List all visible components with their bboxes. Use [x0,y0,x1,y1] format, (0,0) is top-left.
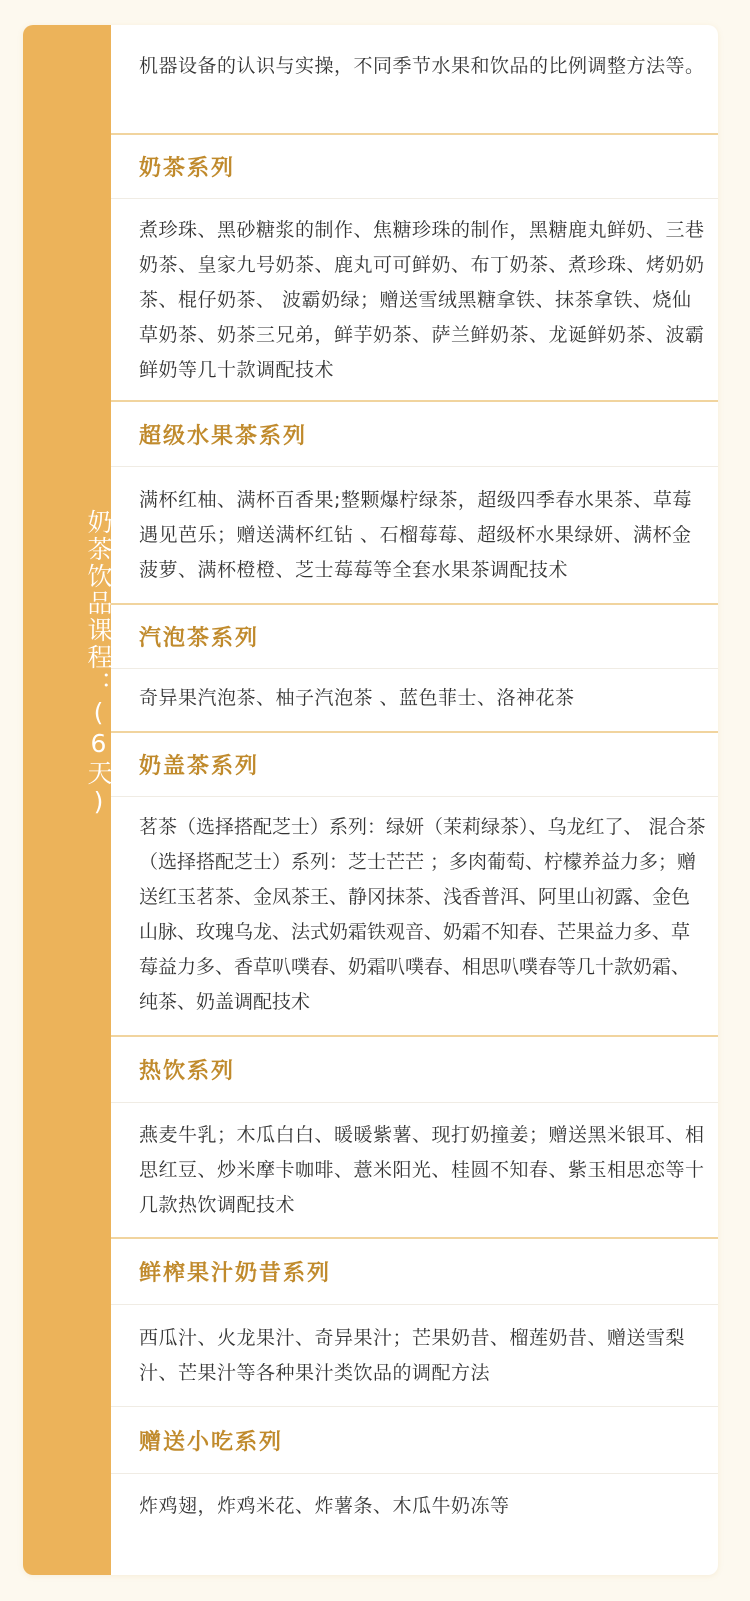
section-title-snacks [111,1406,718,1474]
course-card [23,25,718,1575]
course-content [111,25,718,1575]
section-title-fruit-tea [111,400,718,467]
course-sidebar [23,25,111,1575]
section-title-text: 鲜榨果汁奶昔系列 [139,1261,332,1286]
section-title-milk-tea [111,133,718,199]
section-title-text: 汽泡茶系列 [139,626,260,651]
section-text-juice-smoothie: 西瓜汁、火龙果汁、奇异果汁；芒果奶昔、榴莲奶昔、赠送雪梨汁、芒果汁等各种果汁类饮品的调配方法 [139,1327,686,1384]
section-title-text: 赠送小吃系列 [139,1429,284,1455]
section-title-text: 奶盖茶系列 [139,754,260,779]
section-title-cheese-foam-tea [111,731,718,797]
section-title-hot-drinks [111,1035,718,1103]
section-title-text: 热饮系列 [139,1059,236,1084]
section-title-text: 奶茶系列 [139,156,236,181]
section-text-snacks: 炸鸡翅，炸鸡米花、炸薯条、木瓜牛奶冻等 [139,1495,510,1517]
section-title-sparkling-tea [111,603,718,669]
course-title: 奶茶饮品课程：(6天) [84,508,113,818]
section-title-juice-smoothie [111,1237,718,1305]
section-text-hot-drinks: 燕麦牛乳；木瓜白白、暖暖紫薯、现打奶撞姜；赠送黑米银耳、相思红豆、炒米摩卡咖啡、薏米阳光、桂圆不知春、紫玉相思恋等十几款热饮调配技术 [139,1124,705,1216]
section-text-milk-tea: 煮珍珠、黑砂糖浆的制作、焦糖珍珠的制作，黑糖鹿丸鲜奶、三巷奶茶、皇家九号奶茶、鹿丸可可鲜奶、布丁奶茶、煮珍珠、烤奶奶茶、棍仔奶茶、 波霸奶绿；赠送雪绒黑糖拿铁、抹茶拿铁、烧仙草奶茶、奶茶三兄弟，鲜芋奶茶、萨兰鲜奶茶、龙诞鲜奶茶、波霸鲜奶等几十款调配技术 [139,219,705,381]
section-text-sparkling-tea: 奇异果汽泡茶、柚子汽泡茶 、蓝色菲士、洛神花茶 [139,687,575,709]
section-text-cheese-foam-tea: 茗茶（选择搭配芝士）系列：绿妍（茉莉绿茶）、乌龙红了、 混合茶（选择搭配芝士）系列：芝士芒芒 ；多肉葡萄、柠檬养益力多；赠送红玉茗茶、金凤茶王、静冈抹茶、浅香普洱、阿里山初露、金色山脉、玫瑰乌龙、法式奶霜铁观音、奶霜不知春、芒果益力多、草莓益力多、香草叭噗春、奶霜叭噗春、相思叭噗春等几十款奶霜、纯茶、奶盖调配技术 [139,816,706,1013]
intro-text: 机器设备的认识与实操，不同季节水果和饮品的比例调整方法等。 [139,55,705,77]
section-text-fruit-tea: 满杯红柚、满杯百香果;整颗爆柠绿茶，超级四季春水果茶、草莓遇见芭乐；赠送满杯红钻 、石榴莓莓、超级杯水果绿妍、满杯金菠萝、满杯橙橙、芝士莓莓等全套水果茶调配技术 [139,489,692,581]
section-title-text: 超级水果茶系列 [139,423,308,449]
